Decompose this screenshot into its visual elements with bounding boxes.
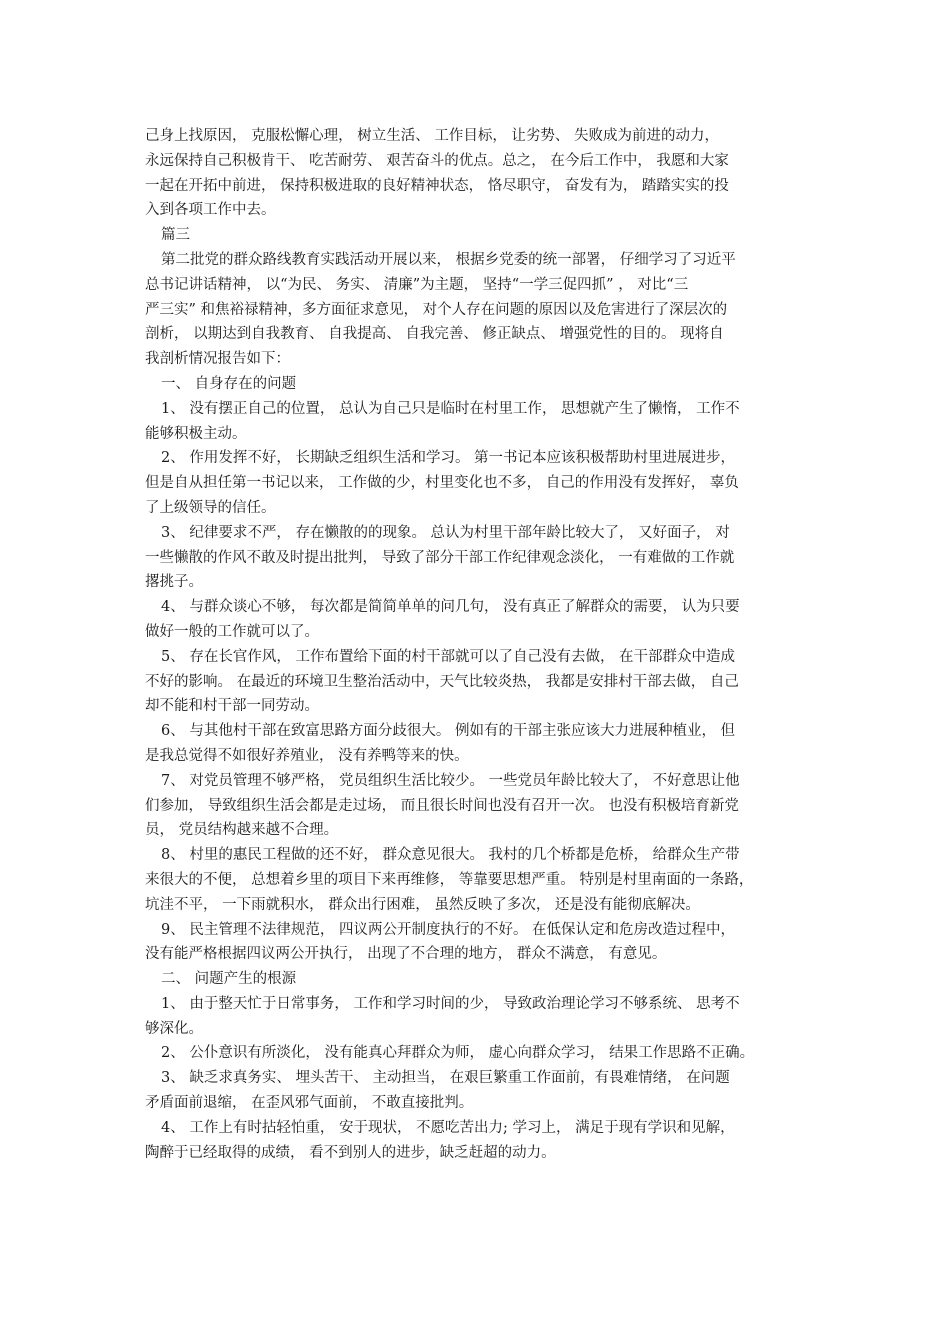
text-line: 3、 纪律要求不严， 存在懒散的的现象。 总认为村里干部年龄比较大了， 又好面子， 对: [161, 524, 730, 541]
text-line: 一些懒散的作风不敢及时提出批判， 导致了部分干部工作纪律观念淡化， 一有难做的工作就: [145, 549, 735, 566]
text-line: 7、 对党员管理不够严格， 党员组织生活比较少。 一些党员年龄比较大了， 不好意思让他: [161, 772, 740, 789]
text-line: 剖析， 以期达到自我教育、 自我提高、 自我完善、 修正缺点、 增强党性的目的。 现将自: [145, 326, 724, 343]
text-line: 篇三: [161, 227, 190, 244]
text-line: 撂挑子。: [145, 574, 203, 591]
text-line: 却不能和村干部一同劳动。: [145, 698, 319, 715]
text-line: 了上级领导的信任。: [145, 499, 276, 516]
text-line: 己身上找原因， 克服松懈心理， 树立生活、 工作目标， 让劣势、 失败成为前进的动力，: [145, 128, 720, 144]
text-line: 永远保持自己积极肯干、 吃苦耐劳、 艰苦奋斗的优点。总之， 在今后工作中， 我愿和大家: [145, 152, 729, 169]
text-line: 能够积极主动。: [145, 425, 247, 442]
text-line: 二、 问题产生的根源: [161, 971, 297, 988]
text-line: 4、 工作上有时拈轻怕重， 安于现状， 不愿吃苦出力; 学习上， 满足于现有学识和见解，: [161, 1119, 735, 1136]
text-line: 严三实” 和焦裕禄精神，多方面征求意见， 对个人存在问题的原因以及危害进行了深层次的: [145, 301, 728, 318]
text-line: 陶醉于已经取得的成绩， 看不到别人的进步，缺乏赶超的动力。: [145, 1144, 556, 1161]
document-body: [145, 124, 817, 1165]
text-line: 做好一般的工作就可以了。: [145, 623, 319, 640]
text-line: 3、 缺乏求真务实、 埋头苦干、 主动担当， 在艰巨繁重工作面前，有畏难情绪， 在问题: [161, 1070, 730, 1087]
text-line: 入到各项工作中去。: [145, 202, 276, 219]
text-line: 够深化。: [145, 1020, 203, 1037]
text-line: 2、 作用发挥不好， 长期缺乏组织生活和学习。 第一书记本应该积极帮助村里进展进步，: [161, 450, 736, 467]
text-line: 5、 存在长官作风， 工作布置给下面的村干部就可以了自己没有去做， 在干部群众中造成: [161, 648, 736, 665]
text-line: 一、 自身存在的问题: [161, 375, 297, 392]
text-line: 我剖析情况报告如下：: [145, 351, 290, 368]
text-line: 1、 没有摆正自己的位置， 总认为自己只是临时在村里工作， 思想就产生了懒惰， 工作不: [161, 400, 740, 417]
text-line: 矛盾面前退缩， 在歪风邪气面前， 不敢直接批判。: [145, 1095, 474, 1112]
text-line: 第二批党的群众路线教育实践活动开展以来， 根据乡党委的统一部署， 仔细学习了习近平: [161, 251, 736, 268]
text-line: 9、 民主管理不法律规范， 四议两公开制度执行的不好。 在低保认定和危房改造过程中，: [161, 921, 736, 938]
text-line: 来很大的不便， 总想着乡里的项目下来再维修， 等靠要思想严重。 特别是村里南面的一条路，: [145, 871, 754, 888]
text-line: 没有能严格根据四议两公开执行， 出现了不合理的地方， 群众不满意， 有意见。: [145, 946, 667, 963]
text-line: 员， 党员结构越来越不合理。: [145, 822, 339, 839]
text-line: 不好的影响。 在最近的环境卫生整治活动中，天气比较炎热， 我都是安排村干部去做， 自己: [145, 673, 739, 690]
text-line: 6、 与其他村干部在致富思路方面分歧很大。 例如有的干部主张应该大力进展种植业， 但: [161, 723, 736, 740]
text-line: 坑洼不平， 一下雨就积水， 群众出行困难， 虽然反映了多次， 还是没有能彻底解决。: [145, 896, 700, 913]
text-line: 2、 公仆意识有所淡化， 没有能真心拜群众为师， 虚心向群众学习， 结果工作思路不正确。: [161, 1045, 755, 1062]
text-line: 是我总觉得不如很好养殖业， 没有养鸭等来的快。: [145, 747, 469, 764]
text-line: 们参加， 导致组织生活会都是走过场， 而且很长时间也没有召开一次。 也没有积极培育新党: [145, 797, 739, 814]
text-line: 1、 由于整天忙于日常事务， 工作和学习时间的少， 导致政治理论学习不够系统、 思考不: [161, 995, 740, 1012]
text-line: 4、 与群众谈心不够， 每次都是简简单单的问几句， 没有真正了解群众的需要， 认为只要: [161, 599, 740, 616]
text-line: 一起在开拓中前进， 保持积极进取的良好精神状态， 恪尽职守， 奋发有为， 踏踏实实的投: [145, 177, 729, 194]
text-line: 总书记讲话精神， 以“为民、 务实、 清廉”为主题， 坚持“一学三促四抓” ， 对比“三: [145, 276, 689, 293]
text-line: 8、 村里的惠民工程做的还不好， 群众意见很大。 我村的几个桥都是危桥， 给群众生产带: [161, 847, 740, 864]
text-line: 但是自从担任第一书记以来， 工作做的少，村里变化也不多， 自己的作用没有发挥好， 辜负: [145, 475, 739, 492]
